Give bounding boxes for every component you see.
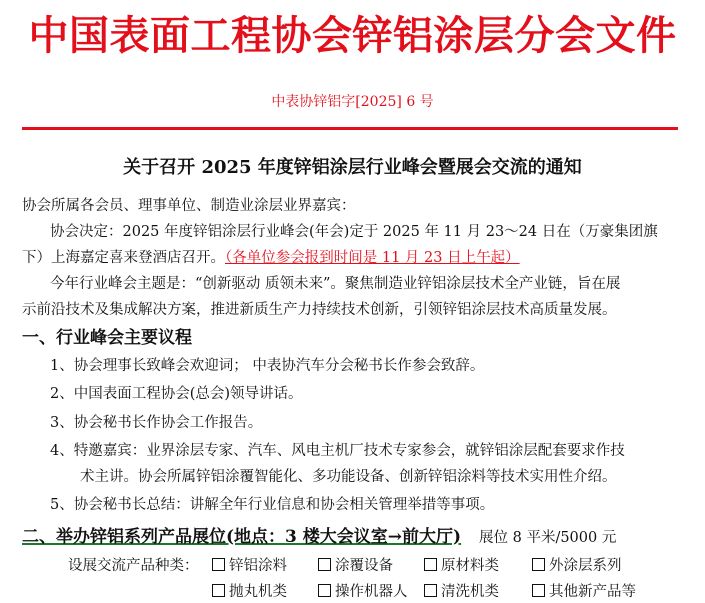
checkbox-icon [424,558,437,571]
paragraph-1-line-1: 协会决定：2025 年度锌铝涂层行业峰会(年会)定于 2025 年 11 月 23～24 日在（万豪集团旗 [50,224,658,240]
salutation: 协会所属各会员、理事单位、制造业涂层业界嘉宾： [22,198,356,214]
registration-time-note: （各单位参会报到时间是 11 月 23 日上午起） [225,250,520,266]
section-2-heading-row [22,526,616,549]
checkbox-icon [424,584,437,597]
section-2-heading: 二、举办锌铝系列产品展位(地点：3 楼大会议室→前大厅) [22,527,462,547]
checkbox-icon [212,584,225,597]
checkbox-icon [318,558,331,571]
agenda-item: 3、协会秘书长作协会工作报告。 [50,415,263,431]
exhibit-option: 涂覆设备 [318,556,393,576]
agenda-item-continuation: 术主讲。协会所属锌铝涂覆智能化、多功能设备、创新锌铝涂料等技术实用性介绍。 [80,469,617,485]
exhibit-option: 锌铝涂料 [212,556,287,576]
agenda-item: 2、中国表面工程协会(总会)领导讲话。 [50,386,303,402]
agenda-item: 4、特邀嘉宾：业界涂层专家、汽车、风电主机厂技术专家参会，就锌铝涂层配套要求作技 [50,443,625,459]
header-divider [22,127,678,130]
paragraph-2-line-1: 今年行业峰会主题是：“创新驱动 质领未来”。聚焦制造业锌铝涂层技术全产业链，旨在展 [50,276,621,292]
document-number: 中表协锌铝字[2025] 6 号 [271,94,434,110]
agenda-item: 1、协会理事长致峰会欢迎词； 中表协汽车分会秘书长作参会致辞。 [50,358,485,374]
exhibit-label: 设展交流产品种类： [68,558,199,574]
checkbox-icon [532,584,545,597]
exhibit-option: 其他新产品等 [532,582,636,602]
checkbox-icon [532,558,545,571]
exhibit-option: 外涂层系列 [532,556,622,576]
paragraph-2-line-2: 示前沿技术及集成解决方案，推进新质生产力持续技术创新，引领锌铝涂层技术高质量发展。 [22,302,617,318]
header-title: 中国表面工程协会锌铝涂层分会文件 [28,12,677,59]
exhibit-option: 原材料类 [424,556,499,576]
exhibit-option: 抛丸机类 [212,582,287,602]
notice-title: 关于召开 2025 年度锌铝涂层行业峰会暨展会交流的通知 [123,157,582,178]
paragraph-1-text: 下）上海嘉定喜来登酒店召开。 [22,250,225,266]
checkbox-icon [318,584,331,597]
agenda-item: 5、协会秘书长总结：讲解全年行业信息和协会相关管理举措等事项。 [50,497,495,513]
booth-price: 展位 8 平米/5000 元 [479,530,617,546]
section-1-heading: 一、行业峰会主要议程 [22,328,192,348]
checkbox-icon [212,558,225,571]
exhibit-option: 清洗机类 [424,582,499,602]
paragraph-1-line-2 [22,248,520,268]
exhibit-option: 操作机器人 [318,582,408,602]
